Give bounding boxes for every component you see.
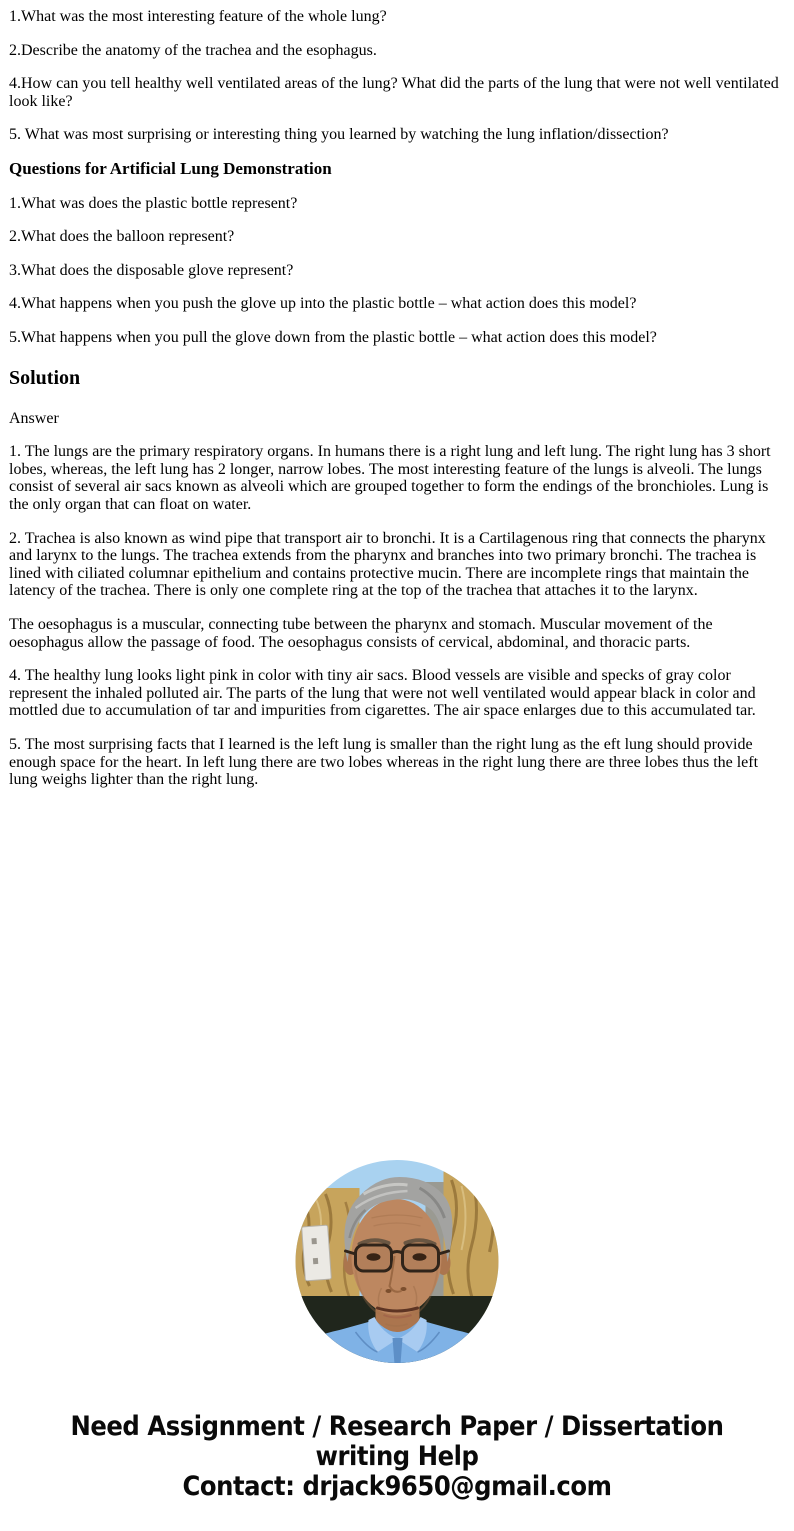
answer-paragraph-2: 2. Trachea is also known as wind pipe that transport air to bronchi. It is a Cartilagenous ring that connects the pharynx and larynx to the lungs. The trachea extends from the pharynx and branches into two primary bronchi. The trachea is lined with ciliated columnar epithelium and contains protective mucin. There are incomplete rings that maintain the latency of the trachea. There is only one complete ring at the top of the trachea that attaches it to the larynx.	[9, 529, 766, 600]
answer-paragraph-5: 5. The most surprising facts that I learned is the left lung is smaller than the right lung as the eft lung should provide enough space for the heart. In left lung there are two lobes whereas in the right lung there are three lobes thus the left lung weighs lighter than the right lung.	[9, 735, 759, 789]
tutor-photo-illustration	[296, 1160, 499, 1363]
dissection-question-5: 5. What was most surprising or interesting thing you learned by watching the lung inflation/dissection?	[9, 126, 669, 144]
dissection-question-1: 1.What was the most interesting feature of the whole lung?	[9, 8, 387, 25]
artificial-lung-heading: Questions for Artificial Lung Demonstration	[9, 158, 332, 178]
artificial-lung-question-3: 3.What does the disposable glove represent?	[9, 261, 294, 279]
solution-heading: Solution	[9, 366, 81, 389]
dissection-question-4: 4.How can you tell healthy well ventilated areas of the lung? What did the parts of the lung that were not well ventilated look like?	[9, 75, 779, 110]
answer-label: Answer	[9, 409, 59, 427]
answer-paragraph-3: The oesophagus is a muscular, connecting tube between the pharynx and stomach. Muscular movement of the oesophagus allow the passage of food. The oesophagus consists of cervical, abdominal, and thoracic parts.	[9, 615, 713, 651]
artificial-lung-question-1: 1.What was does the plastic bottle represent?	[9, 194, 298, 212]
footer-line-2: writing Help	[315, 1441, 479, 1472]
document-page	[0, 8, 794, 789]
artificial-lung-question-4: 4.What happens when you push the glove up into the plastic bottle – what action does this model?	[9, 295, 637, 313]
footer-banner	[40, 1412, 755, 1502]
answer-paragraph-4: 4. The healthy lung looks light pink in color with tiny air sacs. Blood vessels are visible and specks of gray color represent the inhaled polluted air. The parts of the lung that were not well ventilated would appear black in color and mottled due to accumulation of tar and impurities from cigarettes. The air space enlarges due to this accumulated tar.	[9, 667, 756, 720]
footer-contact: Contact: drjack9650@gmail.com	[182, 1471, 612, 1502]
footer-line-1: Need Assignment / Research Paper / Dissertation	[70, 1411, 724, 1442]
avatar-switch-plate	[302, 1225, 332, 1281]
artificial-lung-question-5: 5.What happens when you pull the glove down from the plastic bottle – what action does this model?	[9, 329, 657, 347]
answer-paragraph-1: 1. The lungs are the primary respiratory organs. In humans there is a right lung and left lung. The right lung has 3 short lobes, whereas, the left lung has 2 longer, narrow lobes. The most interesting feature of the lungs is alveoli. The lungs consist of several air sacs known as alveoli which are grouped together to form the endings of the bronchioles. Lung is the only organ that can float on water.	[9, 443, 771, 513]
tutor-avatar	[296, 1160, 499, 1363]
artificial-lung-question-2: 2.What does the balloon represent?	[9, 228, 235, 246]
dissection-question-2: 2.Describe the anatomy of the trachea and the esophagus.	[9, 41, 377, 59]
